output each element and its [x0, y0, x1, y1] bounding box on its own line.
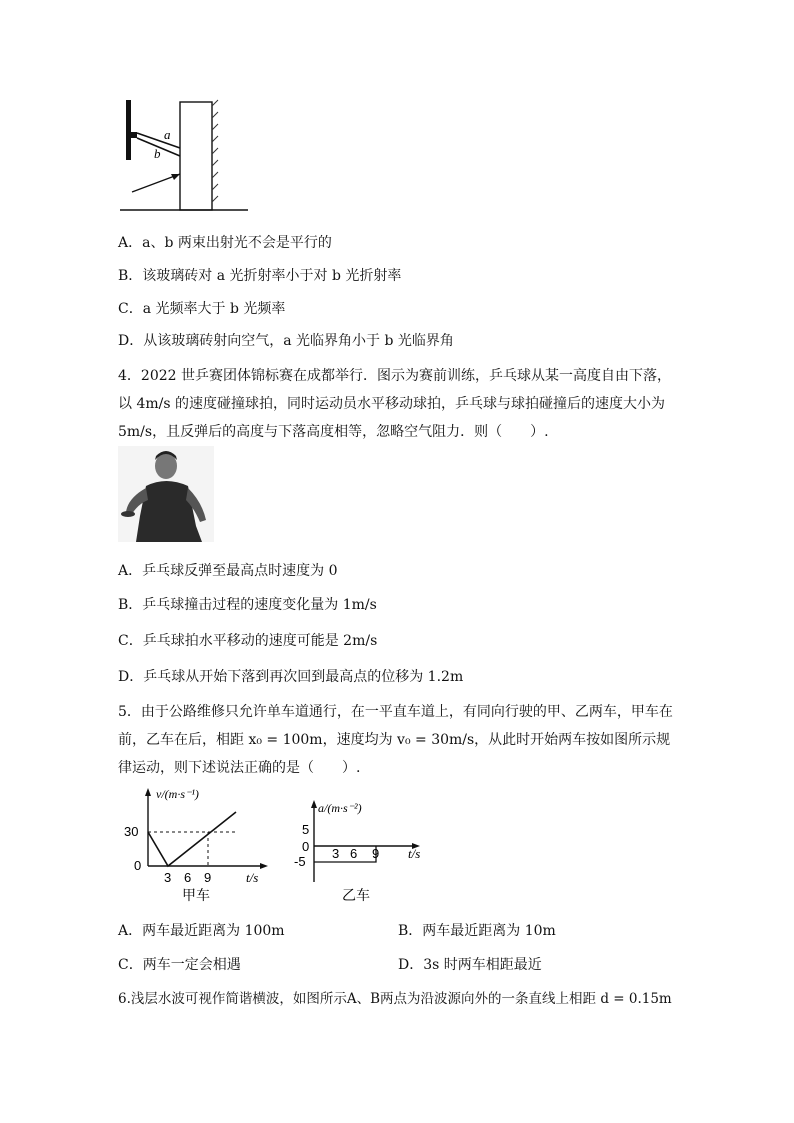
jia-caption: 甲车 [182, 888, 210, 904]
glass-brick-figure [118, 96, 258, 216]
jia-xtick-3: 3 [164, 870, 172, 885]
q5-option-d: D．3s 时两车相距最近 [398, 957, 542, 973]
q4-option-a: A．乒乓球反弹至最高点时速度为 0 [118, 563, 338, 579]
q3-option-c: C．a 光频率大于 b 光频率 [118, 301, 286, 317]
yi-ytick-0: 0 [302, 839, 310, 854]
ray-b-label: b [154, 146, 161, 161]
q4-option-d: D．乒乓球从开始下落到再次回到最高点的位移为 1.2m [118, 669, 464, 685]
yi-ytick-neg5: -5 [294, 854, 306, 869]
q5-option-a: A．两车最近距离为 100m [118, 923, 285, 939]
yi-xlabel: t/s [408, 846, 421, 861]
q5-option-c: C．两车一定会相遇 [118, 957, 241, 973]
jia-xlabel: t/s [246, 870, 259, 885]
yi-xtick-9: 9 [372, 846, 380, 861]
table-tennis-player-photo [118, 446, 214, 542]
yi-car-at-chart [290, 796, 440, 906]
q4-option-c: C．乒乓球拍水平移动的速度可能是 2m/s [118, 633, 378, 649]
q3-option-a: A．a、b 两束出射光不会是平行的 [118, 235, 332, 251]
jia-xtick-6: 6 [184, 870, 192, 885]
jia-ylabel: v/(m·s⁻¹) [156, 787, 199, 801]
yi-xtick-6: 6 [350, 846, 358, 861]
q6-stem: 6.浅层水波可视作简谐横波，如图所示A、B两点为沿波源向外的一条直线上相距 d = 0.15m [118, 991, 672, 1007]
q5-option-b: B．两车最近距离为 10m [398, 923, 556, 939]
jia-ytick-30: 30 [124, 824, 139, 839]
yi-ylabel: a/(m·s⁻²) [318, 801, 362, 815]
yi-caption: 乙车 [342, 888, 370, 904]
yi-ytick-5: 5 [302, 822, 310, 837]
yi-xtick-3: 3 [332, 846, 340, 861]
jia-ytick-0: 0 [134, 858, 142, 873]
q5-stem: 5．由于公路维修只允许单车道通行，在一平直车道上，有同向行驶的甲、乙两车，甲车在前，乙车在后，相距 x₀ = 100m，速度均为 v₀ = 30m/s，从此时开始两车按如图所示规律运动，则下述说法正确的是（ ）. [118, 704, 673, 776]
q3-option-d: D．从该玻璃砖射向空气，a 光临界角小于 b 光临界角 [118, 333, 454, 349]
jia-xtick-9: 9 [204, 870, 212, 885]
q3-option-b: B．该玻璃砖对 a 光折射率小于对 b 光折射率 [118, 268, 402, 284]
ray-a-label: a [164, 127, 171, 142]
q4-stem: 4．2022 世乒赛团体锦标赛在成都举行．图示为赛前训练，乒乓球从某一高度自由下落，以 4m/s 的速度碰撞球拍，同时运动员水平移动球拍，乒乓球与球拍碰撞后的速度大小为 5m/s，且反弹后的高度与下落高度相等，忽略空气阻力．则（ ）. [118, 368, 671, 440]
jia-car-vt-chart [118, 786, 278, 906]
q4-option-b: B．乒乓球撞击过程的速度变化量为 1m/s [118, 597, 377, 613]
